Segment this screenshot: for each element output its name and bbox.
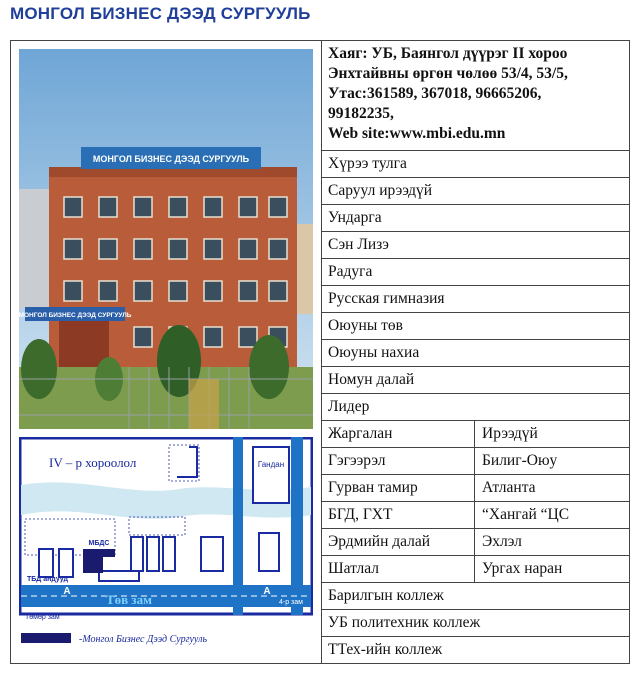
map-central-road-label: Төв зам <box>105 592 153 607</box>
school-pair-row <box>322 556 630 583</box>
address-cell <box>322 41 630 151</box>
school-name: Радуга <box>328 263 373 280</box>
map-legend-label: -Монгол Бизнес Дээд Сургууль <box>79 634 208 645</box>
left-column <box>11 41 321 663</box>
location-map <box>19 437 313 651</box>
map-gandan-label: Гандан <box>257 460 285 469</box>
school-name: Оюуны нахиа <box>328 344 420 361</box>
school-pair-row <box>322 448 630 475</box>
map-tbd-label: ТБД андууд <box>27 576 68 583</box>
school-name: Ирээдүй <box>482 425 538 442</box>
school-name: Эрдмийн далай <box>328 533 431 550</box>
school-row <box>322 394 630 421</box>
school-row <box>322 259 630 286</box>
address-line: Хаяг: УБ, Баянгол дүүрэг II хороо <box>328 45 568 62</box>
school-name: Сэн Лизэ <box>328 236 389 253</box>
school-name: ТТех-ийн коллеж <box>328 641 443 658</box>
school-name: Хүрээ тулга <box>328 155 407 172</box>
roof-sign: МОНГОЛ БИЗНЕС ДЭЭД СУРГУУЛЬ <box>92 154 250 164</box>
school-row <box>322 313 630 340</box>
page-title: МОНГОЛ БИЗНЕС ДЭЭД СУРГУУЛЬ <box>10 4 311 23</box>
school-name: Гурван тамир <box>328 479 418 496</box>
school-row <box>322 340 630 367</box>
school-name: “Хангай “ЦС <box>482 506 570 523</box>
phone-line: Утас:361589, 367018, 96665206, <box>328 85 542 102</box>
building-photo <box>19 49 313 429</box>
school-pair-row <box>322 421 630 448</box>
school-name: Билиг-Оюу <box>482 452 558 469</box>
map-district-label: IV – р хороолол <box>49 455 137 470</box>
school-name: Лидер <box>328 398 370 415</box>
phone-line: 99182235, <box>328 105 394 122</box>
school-row <box>322 232 630 259</box>
school-name: Эхлэл <box>482 533 522 550</box>
school-name: Шатлал <box>328 560 379 577</box>
school-name: УБ политехник коллеж <box>328 614 481 631</box>
school-name: Ургах наран <box>482 560 563 577</box>
school-name: БГД, ГХТ <box>328 506 393 523</box>
school-name: Номун далай <box>328 371 415 388</box>
school-name: Гэгээрэл <box>328 452 386 469</box>
school-name: Саруул ирээдүй <box>328 182 433 199</box>
map-marker-a-right: А <box>263 586 271 597</box>
school-name: Жаргалан <box>328 425 393 442</box>
school-row <box>322 610 630 637</box>
school-name: Оюуны төв <box>328 317 403 334</box>
school-name: Барилгын коллеж <box>328 587 444 604</box>
school-row <box>322 205 630 232</box>
info-table <box>10 40 630 664</box>
school-name: Русская гимназия <box>328 290 445 307</box>
school-row <box>322 367 630 394</box>
map-marker-a-left: А <box>63 586 71 597</box>
school-name: Ундарга <box>328 209 382 226</box>
school-pair-row <box>322 529 630 556</box>
school-row <box>322 583 630 610</box>
map-mbds-label: МБДС <box>88 540 110 547</box>
school-pair-row <box>322 502 630 529</box>
address-line: Энхтайвны өргөн чөлөө 53/4, 53/5, <box>328 65 568 82</box>
school-row <box>322 151 630 178</box>
school-name: Атланта <box>482 479 536 496</box>
entrance-sign: МОНГОЛ БИЗНЕС ДЭЭД СУРГУУЛЬ <box>19 312 132 319</box>
map-railroad-label: Төмөр зам <box>25 614 60 621</box>
school-row <box>322 286 630 313</box>
school-pair-row <box>322 475 630 502</box>
right-column <box>321 41 630 663</box>
website-line: Web site:www.mbi.edu.mn <box>328 125 506 142</box>
school-row <box>322 637 630 664</box>
school-row <box>322 178 630 205</box>
map-fourth-road-label: 4-р зам <box>279 599 303 606</box>
